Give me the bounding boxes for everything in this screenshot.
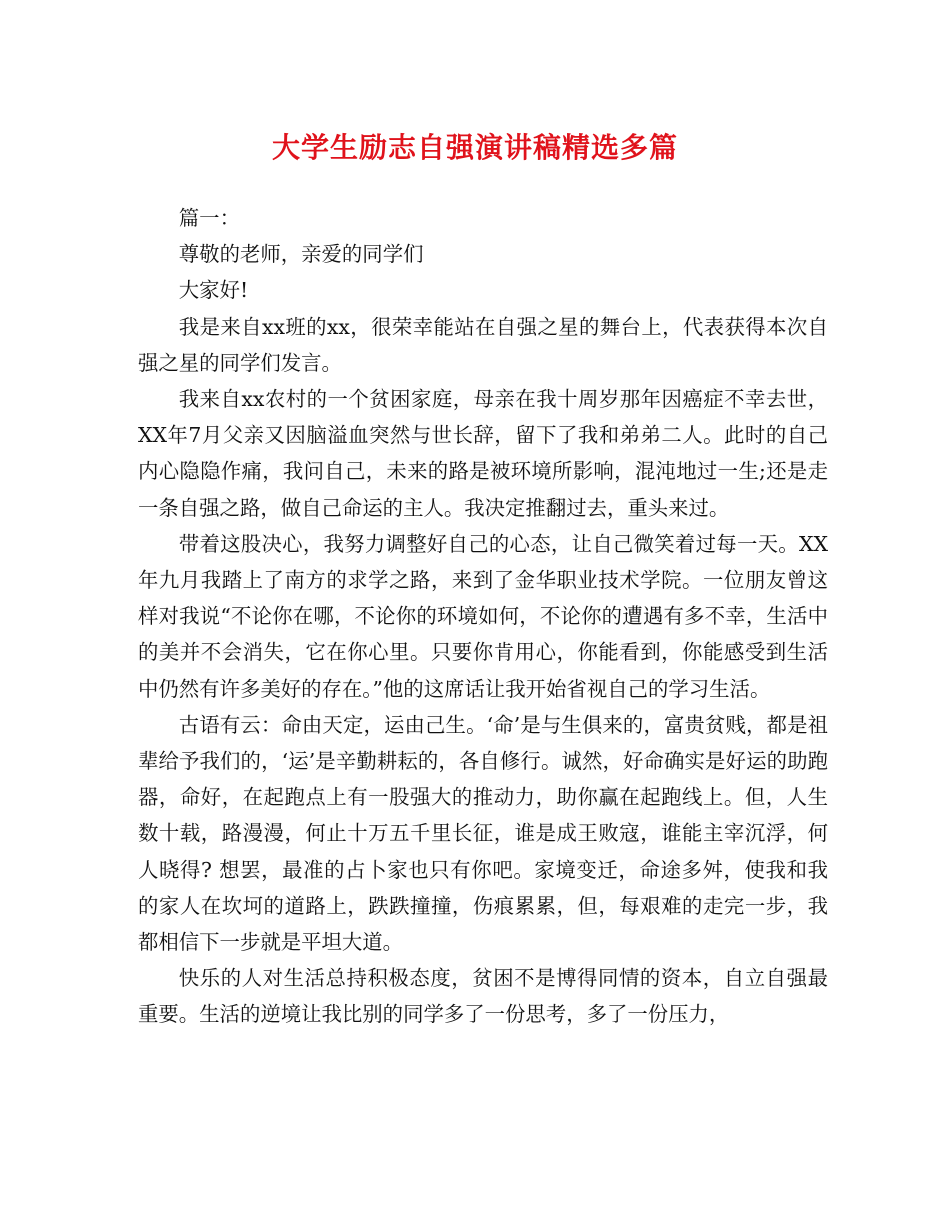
document-body xyxy=(138,200,828,1033)
paragraph-greeting: 大家好! xyxy=(178,278,249,303)
paragraph-determination: 带着这股决心，我努力调整好自己的心态，让自己微笑着过每一天。XX年九月我踏上了南方的求学之路，来到了金华职业技术学院。一位朋友曾这样对我说“不论你在哪，不论你的环境如何，不论你的遭遇有多不幸，生活中的美并不会消失，它在你心里。只要你肯用心，你能看到，你能感受到生活中仍然有许多美好的存在。”他的这席话让我开始省视自己的学习生活。 xyxy=(138,531,828,701)
paragraph-salutation: 尊敬的老师，亲爱的同学们 xyxy=(178,242,424,267)
paragraph-happiness: 快乐的人对生活总持积极态度，贫困不是博得同情的资本，自立自强最重要。生活的逆境让我比别的同学多了一份思考，多了一份压力， xyxy=(138,966,828,1027)
paragraph-proverb: 古语有云：命由天定，运由己生。‘命’是与生俱来的，富贵贫贱，都是祖辈给予我们的，‘运’是辛勤耕耘的，各自修行。诚然，好命确实是好运的助跑器，命好，在起跑点上有一股强大的推动力，助你赢在起跑线上。但，人生数十载，路漫漫，何止十万五千里长征，谁是成王败寇，谁能主宰沉浮，何人晓得? 想罢，最准的占卜家也只有你吧。家境变迁，命途多舛，使我和我的家人在坎坷的道路上，跌跌撞撞，伤痕累累，但，每艰难的走完一步，我都相信下一步就是平坦大道。 xyxy=(138,712,828,955)
paragraph-background: 我来自xx农村的一个贫困家庭，母亲在我十周岁那年因癌症不幸去世，XX年7月父亲又因脑溢血突然与世长辞，留下了我和弟弟二人。此时的自己内心隐隐作痛，我问自己，未来的路是被环境所影响，混沌地过一生;还是走一条自强之路，做自己命运的主人。我决定推翻过去，重头来过。 xyxy=(138,387,828,520)
paragraph-section-heading: 篇一： xyxy=(178,206,240,230)
paragraph-introduction: 我是来自xx班的xx，很荣幸能站在自强之星的舞台上，代表获得本次自强之星的同学们发言。 xyxy=(138,314,828,375)
document-title: 大学生励志自强演讲稿精选多篇 xyxy=(271,131,678,164)
